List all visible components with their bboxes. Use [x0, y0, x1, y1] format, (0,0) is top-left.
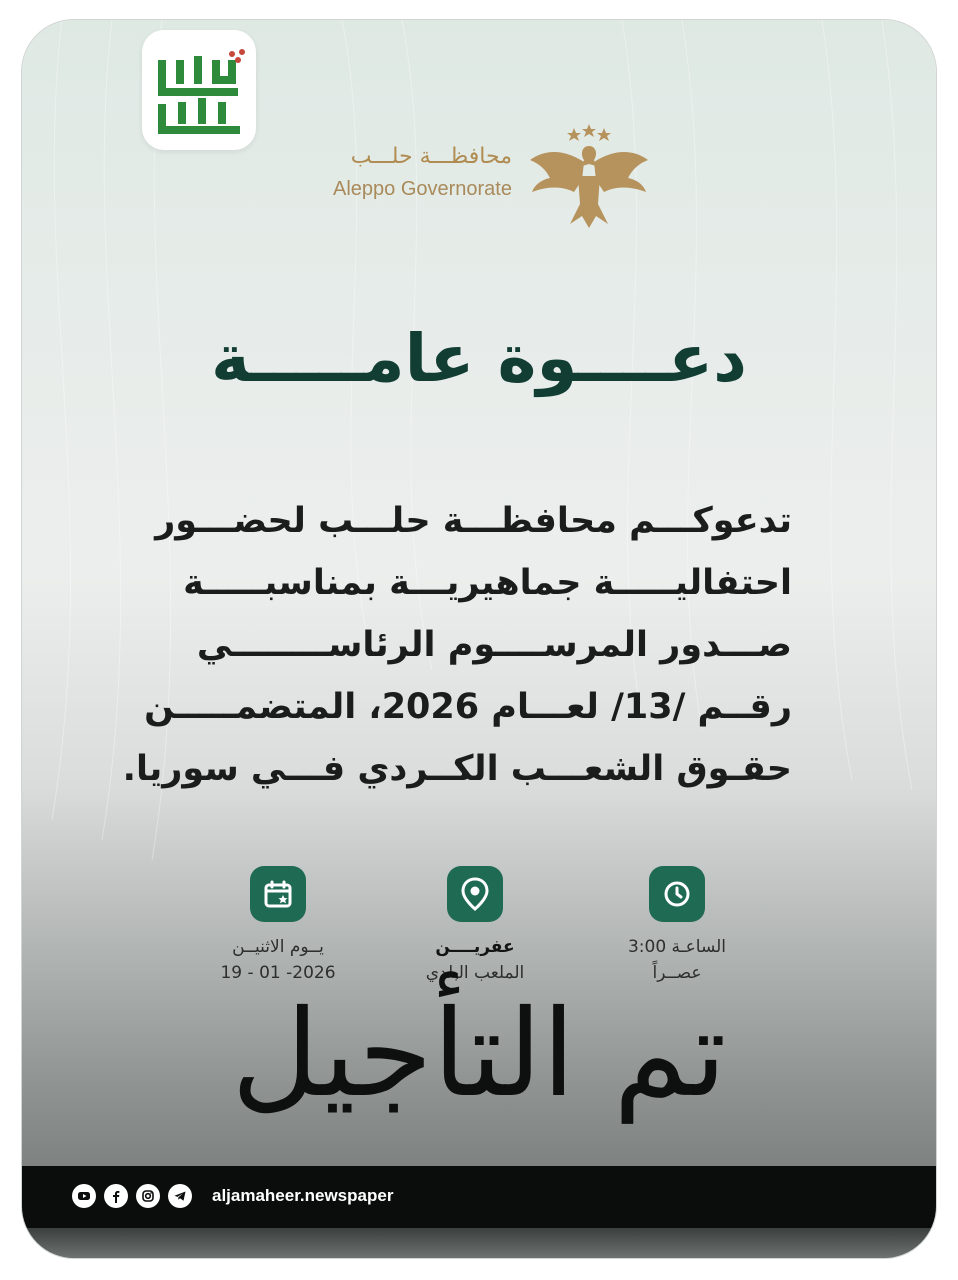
newspaper-logo [142, 30, 256, 150]
location-venue: الملعب البلدي [425, 963, 525, 983]
telegram-icon[interactable] [168, 1184, 192, 1208]
clock-icon [649, 866, 705, 922]
postponed-label: تم التأجيل [231, 985, 727, 1124]
info-time [577, 866, 777, 986]
time-text: الساعـة 3:00 [627, 937, 727, 957]
date-value: 2026- 01 - 19 [220, 963, 336, 983]
info-date [178, 866, 378, 986]
invitation-line: حقـوق الشعـــب الكــردي فـــي سوريا. [122, 749, 792, 789]
eagle-emblem-icon [526, 120, 652, 230]
governorate-name-ar: محافظـــة حلـــب [350, 144, 512, 169]
invitation-text [122, 490, 792, 800]
youtube-icon[interactable] [72, 1184, 96, 1208]
invitation-line: صـــدور المرســــوم الرئاســــــــي [196, 625, 792, 665]
instagram-icon[interactable] [136, 1184, 160, 1208]
invitation-line: رقــم /13/ لعـــام 2026، المتضمـــــن [144, 687, 792, 727]
social-links [72, 1184, 393, 1208]
time-period: عصــراً [652, 963, 702, 983]
page-title: دعــــوة عامـــــة [210, 320, 748, 397]
invitation-card [22, 20, 936, 1258]
jamaheer-logo-icon [142, 30, 256, 150]
info-location [375, 866, 575, 986]
social-handle[interactable]: aljamaheer.newspaper [212, 1186, 394, 1205]
invitation-line: احتفاليـــــة جماهيريـــة بمناسبـــــة [183, 563, 792, 603]
calendar-icon [250, 866, 306, 922]
location-city: عفريــــن [435, 937, 515, 957]
date-day: يــوم الاثنيــن [232, 937, 324, 957]
facebook-icon[interactable] [104, 1184, 128, 1208]
governorate-header [302, 120, 652, 230]
footer-strip [22, 1228, 936, 1258]
governorate-name-en: Aleppo Governorate [332, 178, 512, 200]
map-pin-icon [447, 866, 503, 922]
invitation-line: تدعوكـــم محافظـــة حلـــب لحضـــور [155, 501, 792, 541]
